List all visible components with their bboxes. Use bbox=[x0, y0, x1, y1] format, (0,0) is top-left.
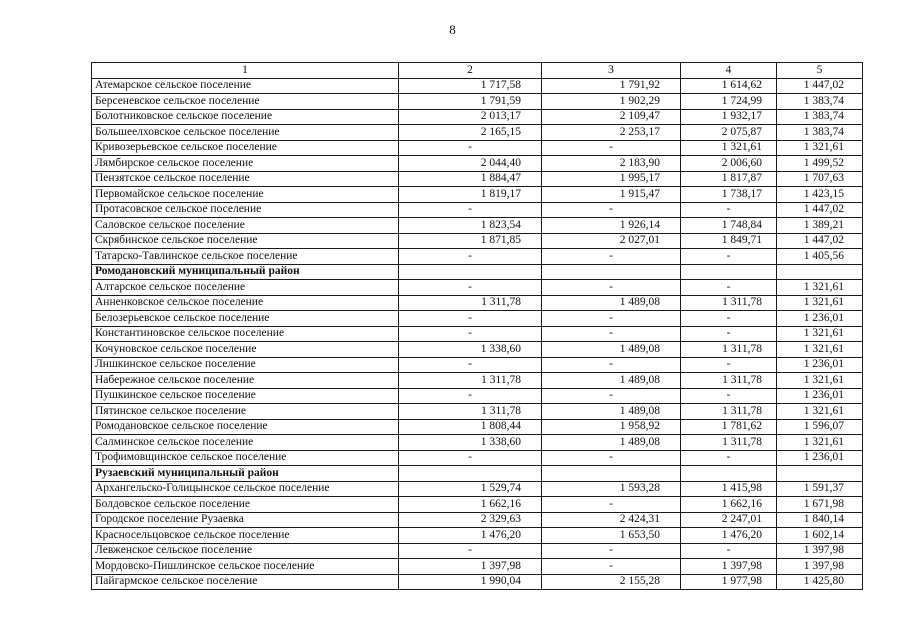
table-row bbox=[92, 404, 863, 420]
value-cell-c2: - bbox=[399, 249, 542, 265]
value-cell-c5: 1 389,21 bbox=[777, 218, 863, 234]
table-row bbox=[92, 233, 863, 249]
settlement-name-cell: Лямбирское сельское поселение bbox=[92, 156, 399, 172]
settlement-name-cell: Пятинское сельское поселение bbox=[92, 404, 399, 420]
value-cell-c4: - bbox=[681, 311, 777, 327]
value-cell-c3: 1 926,14 bbox=[542, 218, 681, 234]
table-row bbox=[92, 574, 863, 590]
table-row bbox=[92, 481, 863, 497]
settlement-name-cell: Анненковское сельское поселение bbox=[92, 295, 399, 311]
value-cell-c4: 1 662,16 bbox=[681, 497, 777, 513]
value-cell-c5: 1 321,61 bbox=[777, 342, 863, 358]
value-cell-c2: 1 311,78 bbox=[399, 373, 542, 389]
value-cell-c3: - bbox=[542, 280, 681, 296]
value-cell-c5: 1 423,15 bbox=[777, 187, 863, 203]
empty-cell bbox=[681, 264, 777, 280]
value-cell-c2: 1 884,47 bbox=[399, 171, 542, 187]
settlement-name-cell: Протасовское сельское поселение bbox=[92, 202, 399, 218]
value-cell-c4: 1 849,71 bbox=[681, 233, 777, 249]
value-cell-c4: - bbox=[681, 202, 777, 218]
settlement-name-cell: Большеелховское сельское поселение bbox=[92, 125, 399, 141]
table-row bbox=[92, 156, 863, 172]
value-cell-c3: 2 027,01 bbox=[542, 233, 681, 249]
empty-cell bbox=[777, 466, 863, 482]
settlement-name-cell: Белозерьевское сельское поселение bbox=[92, 311, 399, 327]
value-cell-c4: - bbox=[681, 450, 777, 466]
value-cell-c3: - bbox=[542, 202, 681, 218]
section-title: Рузаевский муниципальный район bbox=[92, 466, 399, 482]
value-cell-c2: 1 662,16 bbox=[399, 497, 542, 513]
value-cell-c2: 1 397,98 bbox=[399, 559, 542, 575]
value-cell-c5: 1 499,52 bbox=[777, 156, 863, 172]
value-cell-c5: 1 321,61 bbox=[777, 404, 863, 420]
settlement-name-cell: Болотниковское сельское поселение bbox=[92, 109, 399, 125]
value-cell-c5: 1 321,61 bbox=[777, 140, 863, 156]
value-cell-c2: 1 476,20 bbox=[399, 528, 542, 544]
value-cell-c3: 2 183,90 bbox=[542, 156, 681, 172]
value-cell-c5: 1 447,02 bbox=[777, 78, 863, 94]
value-cell-c3: 1 489,08 bbox=[542, 435, 681, 451]
value-cell-c2: 1 717,58 bbox=[399, 78, 542, 94]
value-cell-c4: 2 075,87 bbox=[681, 125, 777, 141]
value-cell-c2: 1 311,78 bbox=[399, 295, 542, 311]
value-cell-c5: 1 707,63 bbox=[777, 171, 863, 187]
value-cell-c2: 1 338,60 bbox=[399, 342, 542, 358]
value-cell-c2: - bbox=[399, 388, 542, 404]
value-cell-c4: 1 748,84 bbox=[681, 218, 777, 234]
value-cell-c5: 1 321,61 bbox=[777, 280, 863, 296]
settlement-name-cell: Лншкинское сельское поселение bbox=[92, 357, 399, 373]
empty-cell bbox=[399, 264, 542, 280]
table-row bbox=[92, 125, 863, 141]
tariff-table bbox=[91, 62, 863, 590]
settlement-name-cell: Атемарское сельское поселение bbox=[92, 78, 399, 94]
value-cell-c5: 1 591,37 bbox=[777, 481, 863, 497]
settlement-name-cell: Красносельцовское сельское поселение bbox=[92, 528, 399, 544]
table-row bbox=[92, 171, 863, 187]
settlement-name-cell: Пензятское сельское поселение bbox=[92, 171, 399, 187]
empty-cell bbox=[542, 466, 681, 482]
settlement-name-cell: Левженское сельское поселение bbox=[92, 543, 399, 559]
empty-cell bbox=[777, 264, 863, 280]
value-cell-c2: 1 338,60 bbox=[399, 435, 542, 451]
column-header: 2 bbox=[399, 63, 542, 79]
table-row bbox=[92, 202, 863, 218]
column-header: 3 bbox=[542, 63, 681, 79]
value-cell-c3: - bbox=[542, 249, 681, 265]
table-row bbox=[92, 450, 863, 466]
value-cell-c5: 1 383,74 bbox=[777, 94, 863, 110]
value-cell-c2: - bbox=[399, 326, 542, 342]
value-cell-c5: 1 383,74 bbox=[777, 125, 863, 141]
value-cell-c4: 1 781,62 bbox=[681, 419, 777, 435]
value-cell-c2: - bbox=[399, 311, 542, 327]
value-cell-c5: 1 236,01 bbox=[777, 311, 863, 327]
value-cell-c3: - bbox=[542, 559, 681, 575]
table-row bbox=[92, 311, 863, 327]
value-cell-c2: - bbox=[399, 357, 542, 373]
value-cell-c2: 2 329,63 bbox=[399, 512, 542, 528]
settlement-name-cell: Городское поселение Рузаевка bbox=[92, 512, 399, 528]
settlement-name-cell: Мордовско-Пишлинское сельское поселение bbox=[92, 559, 399, 575]
table-row bbox=[92, 342, 863, 358]
value-cell-c4: 1 311,78 bbox=[681, 404, 777, 420]
table-row bbox=[92, 373, 863, 389]
value-cell-c2: 1 871,85 bbox=[399, 233, 542, 249]
settlement-name-cell: Константиновское сельское поселение bbox=[92, 326, 399, 342]
value-cell-c5: 1 447,02 bbox=[777, 233, 863, 249]
value-cell-c4: 1 311,78 bbox=[681, 435, 777, 451]
value-cell-c3: 1 902,29 bbox=[542, 94, 681, 110]
value-cell-c2: 1 311,78 bbox=[399, 404, 542, 420]
table-row bbox=[92, 419, 863, 435]
settlement-name-cell: Болдовское сельское поселение bbox=[92, 497, 399, 513]
value-cell-c4: - bbox=[681, 543, 777, 559]
value-cell-c5: 1 397,98 bbox=[777, 543, 863, 559]
value-cell-c3: 1 791,92 bbox=[542, 78, 681, 94]
value-cell-c5: 1 425,80 bbox=[777, 574, 863, 590]
section-row bbox=[92, 264, 863, 280]
value-cell-c5: 1 671,98 bbox=[777, 497, 863, 513]
table-row bbox=[92, 435, 863, 451]
value-cell-c2: 1 529,74 bbox=[399, 481, 542, 497]
value-cell-c3: 1 593,28 bbox=[542, 481, 681, 497]
value-cell-c3: 1 489,08 bbox=[542, 404, 681, 420]
value-cell-c2: 2 044,40 bbox=[399, 156, 542, 172]
value-cell-c2: 1 808,44 bbox=[399, 419, 542, 435]
table-row bbox=[92, 497, 863, 513]
value-cell-c4: - bbox=[681, 249, 777, 265]
table-row bbox=[92, 543, 863, 559]
table-row bbox=[92, 140, 863, 156]
value-cell-c3: - bbox=[542, 450, 681, 466]
page-number: 8 bbox=[449, 22, 456, 37]
settlement-name-cell: Скрябинское сельское поселение bbox=[92, 233, 399, 249]
value-cell-c2: 2 013,17 bbox=[399, 109, 542, 125]
value-cell-c2: 1 823,54 bbox=[399, 218, 542, 234]
value-cell-c4: 2 006,60 bbox=[681, 156, 777, 172]
value-cell-c3: - bbox=[542, 357, 681, 373]
value-cell-c3: 1 915,47 bbox=[542, 187, 681, 203]
value-cell-c4: 1 817,87 bbox=[681, 171, 777, 187]
value-cell-c3: 2 253,17 bbox=[542, 125, 681, 141]
value-cell-c5: 1 405,56 bbox=[777, 249, 863, 265]
value-cell-c4: 1 415,98 bbox=[681, 481, 777, 497]
value-cell-c5: 1 397,98 bbox=[777, 559, 863, 575]
settlement-name-cell: Архангельско-Голицынское сельское поселение bbox=[92, 481, 399, 497]
table-row bbox=[92, 109, 863, 125]
value-cell-c2: 1 990,04 bbox=[399, 574, 542, 590]
section-row bbox=[92, 466, 863, 482]
value-cell-c3: 1 489,08 bbox=[542, 342, 681, 358]
settlement-name-cell: Кочуновское сельское поселение bbox=[92, 342, 399, 358]
value-cell-c4: 1 311,78 bbox=[681, 342, 777, 358]
settlement-name-cell: Ромодановское сельское поселение bbox=[92, 419, 399, 435]
value-cell-c5: 1 321,61 bbox=[777, 435, 863, 451]
value-cell-c5: 1 321,61 bbox=[777, 326, 863, 342]
value-cell-c3: 1 958,92 bbox=[542, 419, 681, 435]
value-cell-c5: 1 236,01 bbox=[777, 388, 863, 404]
table-header-row bbox=[92, 63, 863, 79]
table-row bbox=[92, 94, 863, 110]
value-cell-c4: - bbox=[681, 280, 777, 296]
value-cell-c4: - bbox=[681, 388, 777, 404]
value-cell-c3: 2 424,31 bbox=[542, 512, 681, 528]
value-cell-c3: 2 109,47 bbox=[542, 109, 681, 125]
value-cell-c3: - bbox=[542, 140, 681, 156]
value-cell-c5: 1 321,61 bbox=[777, 295, 863, 311]
settlement-name-cell: Первомайское сельское поселение bbox=[92, 187, 399, 203]
settlement-name-cell: Пушкинское сельское поселение bbox=[92, 388, 399, 404]
value-cell-c4: 1 476,20 bbox=[681, 528, 777, 544]
empty-cell bbox=[681, 466, 777, 482]
value-cell-c3: 1 995,17 bbox=[542, 171, 681, 187]
section-title: Ромодановский муниципальный район bbox=[92, 264, 399, 280]
table-row bbox=[92, 218, 863, 234]
value-cell-c4: 1 397,98 bbox=[681, 559, 777, 575]
value-cell-c2: - bbox=[399, 543, 542, 559]
table-row bbox=[92, 357, 863, 373]
table-row bbox=[92, 249, 863, 265]
value-cell-c5: 1 596,07 bbox=[777, 419, 863, 435]
column-header: 5 bbox=[777, 63, 863, 79]
value-cell-c2: 2 165,15 bbox=[399, 125, 542, 141]
value-cell-c4: 1 724,99 bbox=[681, 94, 777, 110]
value-cell-c4: 1 321,61 bbox=[681, 140, 777, 156]
table-row bbox=[92, 78, 863, 94]
settlement-name-cell: Алтарское сельское поселение bbox=[92, 280, 399, 296]
value-cell-c4: 1 932,17 bbox=[681, 109, 777, 125]
settlement-name-cell: Набережное сельское поселение bbox=[92, 373, 399, 389]
table-row bbox=[92, 559, 863, 575]
value-cell-c5: 1 602,14 bbox=[777, 528, 863, 544]
value-cell-c5: 1 321,61 bbox=[777, 373, 863, 389]
value-cell-c4: - bbox=[681, 357, 777, 373]
table-row bbox=[92, 326, 863, 342]
value-cell-c5: 1 236,01 bbox=[777, 357, 863, 373]
value-cell-c3: - bbox=[542, 497, 681, 513]
value-cell-c4: 1 738,17 bbox=[681, 187, 777, 203]
value-cell-c2: - bbox=[399, 280, 542, 296]
value-cell-c5: 1 236,01 bbox=[777, 450, 863, 466]
table-row bbox=[92, 512, 863, 528]
value-cell-c3: - bbox=[542, 326, 681, 342]
value-cell-c5: 1 447,02 bbox=[777, 202, 863, 218]
value-cell-c3: - bbox=[542, 311, 681, 327]
settlement-name-cell: Трофимовщинское сельское поселение bbox=[92, 450, 399, 466]
table-row bbox=[92, 295, 863, 311]
table-row bbox=[92, 280, 863, 296]
value-cell-c4: 2 247,01 bbox=[681, 512, 777, 528]
value-cell-c5: 1 383,74 bbox=[777, 109, 863, 125]
settlement-name-cell: Салминское сельское поселение bbox=[92, 435, 399, 451]
settlement-name-cell: Берсеневское сельское поселение bbox=[92, 94, 399, 110]
value-cell-c3: - bbox=[542, 388, 681, 404]
empty-cell bbox=[399, 466, 542, 482]
value-cell-c4: 1 311,78 bbox=[681, 295, 777, 311]
value-cell-c4: 1 977,98 bbox=[681, 574, 777, 590]
value-cell-c3: 1 489,08 bbox=[542, 373, 681, 389]
table-body bbox=[92, 78, 863, 590]
value-cell-c4: 1 311,78 bbox=[681, 373, 777, 389]
value-cell-c2: - bbox=[399, 202, 542, 218]
value-cell-c2: 1 819,17 bbox=[399, 187, 542, 203]
column-header: 4 bbox=[681, 63, 777, 79]
value-cell-c3: 1 653,50 bbox=[542, 528, 681, 544]
value-cell-c3: 2 155,28 bbox=[542, 574, 681, 590]
value-cell-c2: - bbox=[399, 450, 542, 466]
settlement-name-cell: Кривозерьевское сельское поселение bbox=[92, 140, 399, 156]
empty-cell bbox=[542, 264, 681, 280]
column-header: 1 bbox=[92, 63, 399, 79]
value-cell-c4: - bbox=[681, 326, 777, 342]
settlement-name-cell: Саловское сельское поселение bbox=[92, 218, 399, 234]
table-row bbox=[92, 528, 863, 544]
value-cell-c3: 1 489,08 bbox=[542, 295, 681, 311]
settlement-name-cell: Татарско-Тавлинское сельское поселение bbox=[92, 249, 399, 265]
value-cell-c2: - bbox=[399, 140, 542, 156]
value-cell-c4: 1 614,62 bbox=[681, 78, 777, 94]
settlement-name-cell: Пайгармское сельское поселение bbox=[92, 574, 399, 590]
table-row bbox=[92, 388, 863, 404]
value-cell-c3: - bbox=[542, 543, 681, 559]
table-row bbox=[92, 187, 863, 203]
value-cell-c2: 1 791,59 bbox=[399, 94, 542, 110]
value-cell-c5: 1 840,14 bbox=[777, 512, 863, 528]
